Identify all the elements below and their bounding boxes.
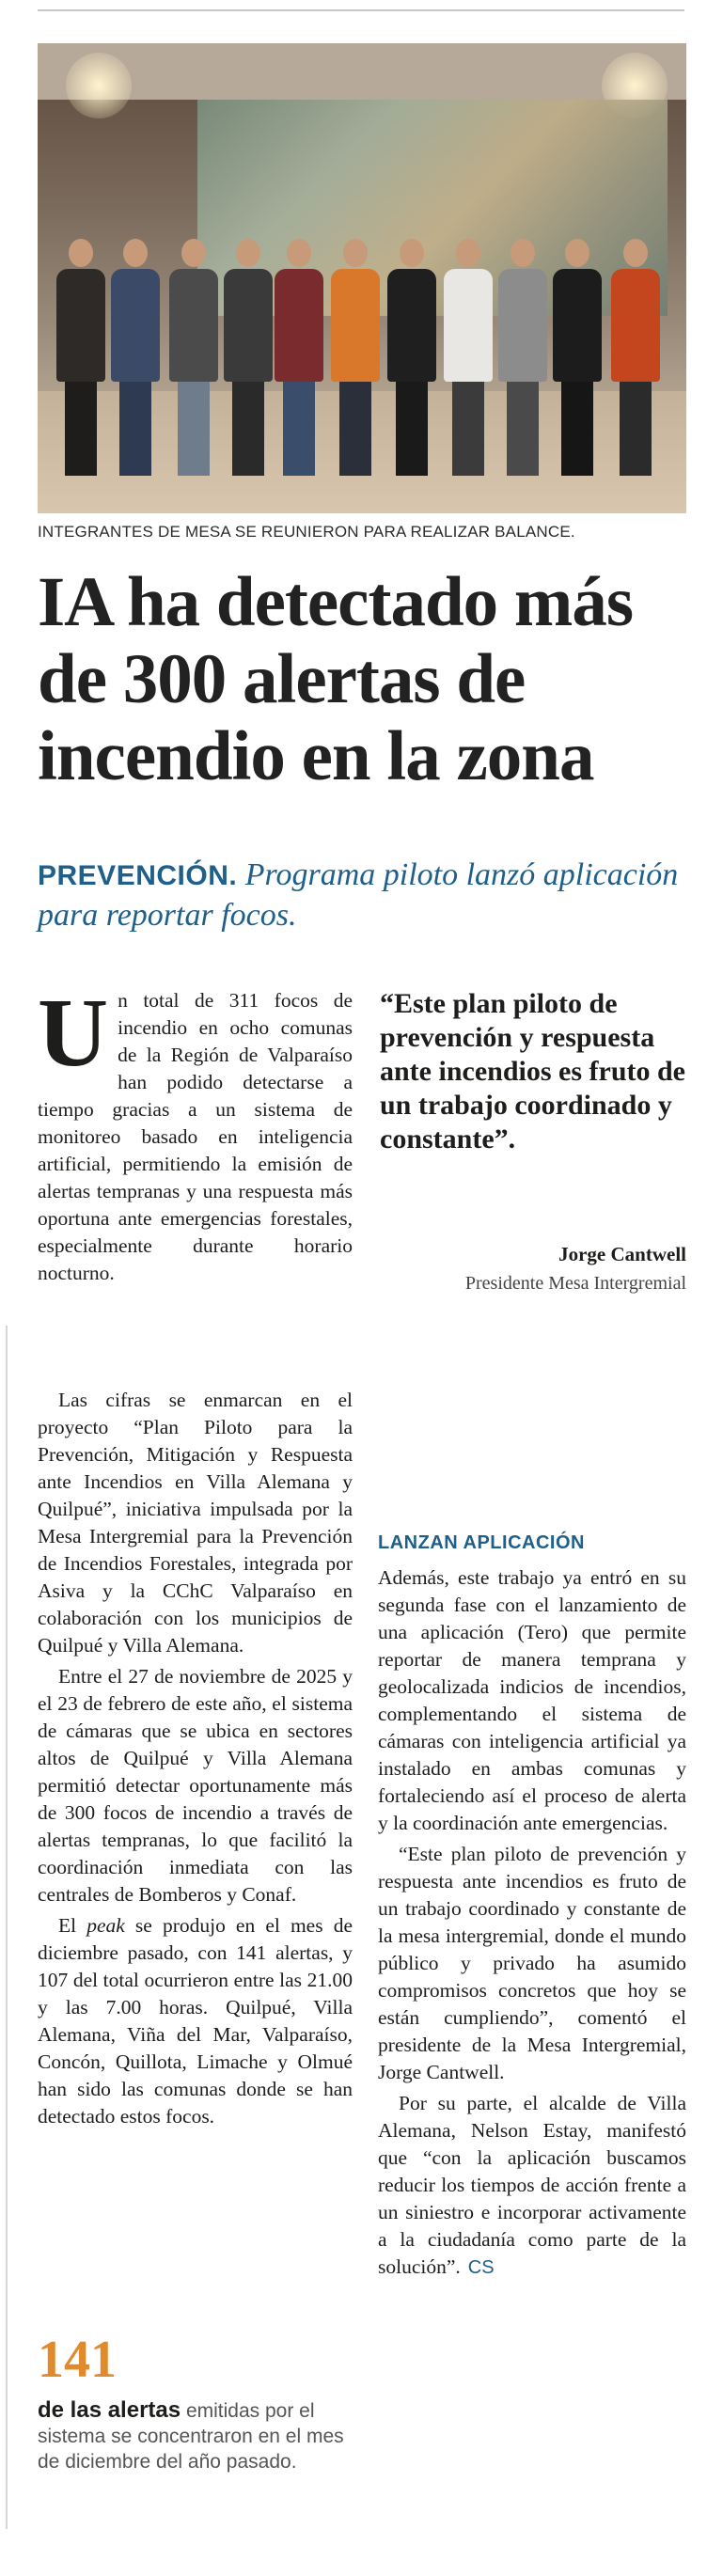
photo-ceiling bbox=[38, 43, 686, 100]
end-mark-icon: CS bbox=[467, 2257, 495, 2278]
headline: IA ha detectado más de 300 alertas de incendio en la zona bbox=[38, 563, 634, 795]
margin-rule bbox=[6, 1326, 8, 2529]
pull-quote: “Este plan piloto de prevención y respuesta ante incendios es fruto de un trabajo coordinado y constante”. bbox=[380, 988, 685, 1154]
stat-lead: de las alertas bbox=[38, 2397, 181, 2423]
pull-quote-role: Presidente Mesa Intergremial bbox=[464, 1273, 686, 1294]
photo-person bbox=[387, 239, 436, 476]
article-paragraph: Las cifras se enmarcan en el proyecto “Plan Piloto para la Prevención, Mitigación y Respuesta ante Incendios en Villa Alemana y Quilpué”, iniciativa impulsada por la Mesa Intergremial para la Prevención de Incendios Forestales, integrada por Asiva y la CChC Valparaíso en colaboración con los municipios de Quilpué y Villa Alemana. bbox=[38, 1389, 353, 1657]
stat-description: emitidas por el sistema se concentraron en el mes de diciembre del año pasado. bbox=[38, 2400, 344, 2473]
group-photo bbox=[38, 43, 686, 513]
section-heading: LANZAN APLICACIÓN bbox=[378, 1532, 585, 1553]
article-column-1-continued bbox=[38, 1387, 353, 2134]
photo-person bbox=[56, 239, 105, 476]
photo-caption: INTEGRANTES DE MESA SE REUNIERON PARA REALIZAR BALANCE. bbox=[38, 523, 575, 541]
photo-person bbox=[111, 239, 160, 476]
photo-person bbox=[169, 239, 218, 476]
photo-person bbox=[224, 239, 273, 476]
article-paragraph: Por su parte, el alcalde de Villa Alemana, Nelson Estay, manifestó que “con la aplicación buscamos reducir los tiempos de acción frente a un siniestro e incorporar activamente a la ciudadanía como parte de la solución”. CS bbox=[378, 2092, 686, 2278]
article-paragraph: Entre el 27 de noviembre de 2025 y el 23 de febrero de este año, el sistema de cámaras que se ubica en sectores altos de Quilpué y Villa Alemana permitió detectar oportunamente más de 300 focos de incendio a través de alertas tempranas, lo que facilitó la coordinación inmediata con las centrales de Bomberos y Conaf. bbox=[38, 1665, 353, 1906]
photo-person bbox=[611, 239, 660, 476]
subhead-deck: Programa piloto lanzó aplicación para reportar focos. bbox=[38, 857, 679, 933]
stat-number: 141 bbox=[38, 2331, 117, 2389]
article-paragraph: El peak se produjo en el mes de diciembre pasado, con 141 alertas, y 107 del total ocurrieron entre las 21.00 y las 7.00 horas. Quilpué, Villa Alemana, Viña del Mar, Valparaíso, Concón, Quillota, Limache y Olmué han sido las comunas donde se han detectado estos focos. bbox=[38, 1914, 353, 2128]
pull-quote-author: Jorge Cantwell bbox=[558, 1243, 686, 1265]
article-column-2 bbox=[378, 1564, 686, 2285]
subhead-kicker: PREVENCIÓN. bbox=[38, 860, 238, 891]
photo-person bbox=[553, 239, 602, 476]
photo-person bbox=[498, 239, 547, 476]
subhead bbox=[38, 856, 686, 935]
article-column-1 bbox=[38, 979, 353, 1291]
photo-person bbox=[444, 239, 493, 476]
article-paragraph: Además, este trabajo ya entró en su segunda fase con el lanzamiento de una aplicación (Tero) que permite reportar de manera temprana y geolocalizada indicios de incendios, complementando el sistema de cámaras con inteligencia artificial ya instalado en ambas comunas y fortaleciendo así el proceso de alerta y la coordinación ante emergencias. bbox=[378, 1566, 686, 1834]
photo-lamp bbox=[66, 53, 132, 118]
dropcap: U bbox=[38, 979, 109, 1087]
photo-person bbox=[331, 239, 380, 476]
stat-text bbox=[38, 2397, 348, 2474]
article-paragraph: Un total de 311 focos de incendio en ocho comunas de la Región de Valparaíso han podido detectarse a tiempo gracias a un sistema de monitoreo basado en inteligencia artificial, permitiendo la emisión de alertas tempranas y una respuesta más oportuna ante emergencias forestales, especialmente durante horario nocturno. bbox=[38, 979, 353, 1284]
article-paragraph: “Este plan piloto de prevención y respuesta ante incendios es fruto de un trabajo coordinado y constante de la mesa intergremial, donde el mundo público y privado ha asumido compromisos concretos que hoy se están cumpliendo”, comentó el presidente de la Mesa Intergremial, Jorge Cantwell. bbox=[378, 1843, 686, 2083]
photo-person bbox=[275, 239, 323, 476]
top-rule bbox=[38, 9, 684, 11]
